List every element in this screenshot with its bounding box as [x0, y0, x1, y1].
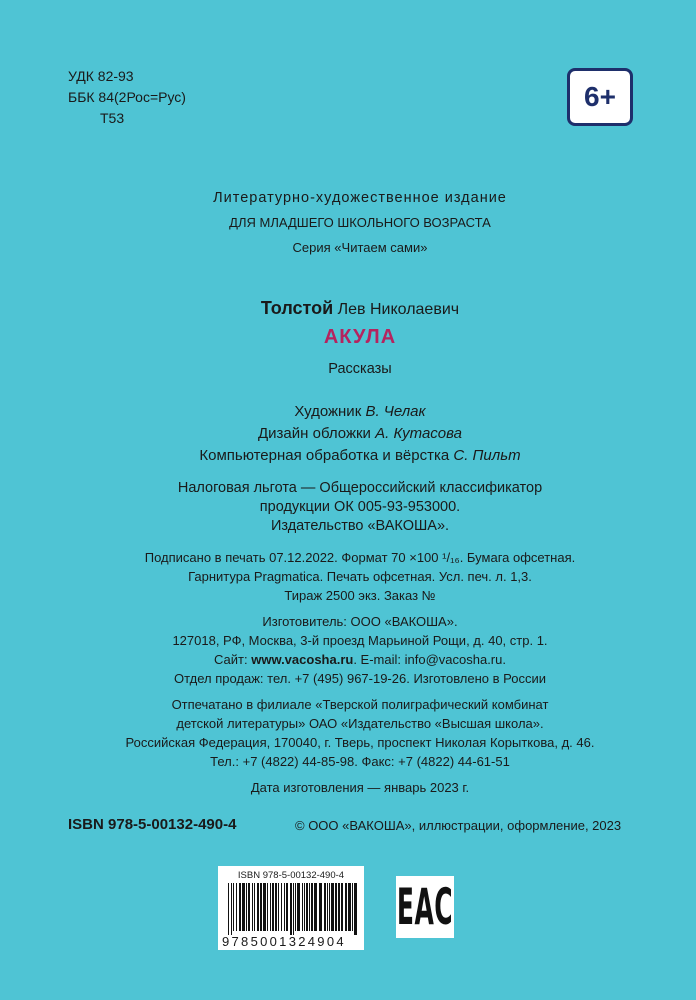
maker-sales: Отдел продаж: тел. +7 (495) 967-19-26. Изготовлено в России — [173, 671, 547, 686]
credit-cover-design — [0, 425, 696, 442]
barcode-bar — [329, 883, 330, 931]
barcode-bar — [302, 883, 303, 931]
print-line: Тираж 2500 экз. Заказ № — [284, 588, 436, 603]
bbk-code: ББК 84(2Рос=Рус) — [68, 89, 186, 105]
edition-type: Литературно-художественное издание — [213, 190, 507, 206]
barcode-bar — [233, 883, 234, 931]
credit-name: С. Пильт — [453, 447, 521, 464]
barcode-bars — [228, 883, 358, 935]
barcode-bar — [246, 883, 247, 931]
credit-name: А. Кутасова — [375, 425, 462, 442]
barcode-bar — [293, 883, 294, 935]
copyright: © ООО «ВАКОША», иллюстрации, оформление, 2023 — [295, 818, 622, 833]
edition-series: Серия «Читаем сами» — [292, 240, 428, 255]
barcode-bar — [314, 883, 317, 931]
tax-line: Налоговая льгота — Общероссийский классификатор — [177, 480, 543, 496]
barcode-bar — [341, 883, 343, 931]
maker-address: 127018, РФ, Москва, 3-й проезд Марьиной Рощи, д. 40, стр. 1. — [172, 633, 548, 648]
barcode-bar — [290, 883, 292, 935]
barcode-bar — [284, 883, 285, 931]
barcode-bar — [231, 883, 232, 935]
barcode-bar — [267, 883, 268, 931]
book-genre: Рассказы — [328, 361, 392, 377]
barcode-bar — [254, 883, 255, 931]
credit-layout — [0, 447, 696, 464]
barcode-bar — [228, 883, 229, 935]
isbn: ISBN 978-5-00132-490-4 — [68, 816, 237, 833]
barcode-bar — [348, 883, 351, 931]
site-link[interactable]: www.vacosha.ru — [251, 652, 354, 667]
printer-line: Тел.: +7 (4822) 44-85-98. Факс: +7 (4822) 44-61-51 — [210, 754, 510, 769]
barcode-bar — [286, 883, 288, 931]
print-line: Гарнитура Pragmatica. Печать офсетная. Усл. печ. л. 1,3. — [188, 569, 532, 584]
maker-line: Изготовитель: ООО «ВАКОША». — [262, 614, 458, 629]
barcode-digits: 9785001324904 — [222, 934, 346, 949]
barcode-bar — [270, 883, 271, 931]
barcode-bar — [304, 883, 305, 931]
udk-code: УДК 82-93 — [68, 68, 134, 84]
eac-mark-icon — [396, 876, 454, 938]
credit-name: В. Челак — [365, 403, 426, 420]
author-surname: Толстой — [260, 298, 334, 318]
author-name: Лев Николаевич — [337, 301, 460, 318]
printer-line: Российская Федерация, 170040, г. Тверь, проспект Николая Корыткова, д. 46. — [125, 735, 595, 750]
barcode-bar — [345, 883, 347, 931]
barcode-bar — [324, 883, 326, 931]
printer-line: детской литературы» ОАО «Издательство «Высшая школа». — [176, 716, 544, 731]
barcode-bar — [263, 883, 266, 931]
author — [0, 298, 696, 319]
barcode-bar — [311, 883, 313, 931]
credit-illustrator — [0, 403, 696, 420]
maker-contacts — [0, 652, 696, 667]
barcode-bar — [309, 883, 310, 931]
barcode-bar — [275, 883, 277, 931]
eac-mark-text: EAC — [396, 878, 454, 936]
book-title: АКУЛА — [323, 326, 397, 348]
credit-role: Художник — [294, 403, 362, 420]
barcode-bar — [242, 883, 245, 931]
print-line: Подписано в печать 07.12.2022. Формат 70 ×100 ¹/₁₆. Бумага офсетная. — [144, 550, 576, 565]
barcode-bar — [278, 883, 279, 931]
barcode-bar — [331, 883, 334, 931]
barcode-label: ISBN 978-5-00132-490-4 — [237, 870, 345, 881]
tax-line: Издательство «ВАКОША». — [270, 518, 450, 534]
barcode-bar — [260, 883, 262, 931]
age-rating-badge: 6+ — [567, 68, 633, 126]
barcode-bar — [252, 883, 253, 931]
barcode-bar — [295, 883, 296, 931]
site-label: Сайт: — [214, 652, 252, 667]
author-mark: Т53 — [100, 110, 125, 126]
barcode-bar — [327, 883, 328, 931]
barcode-bar — [319, 883, 322, 931]
barcode-bar — [281, 883, 282, 931]
barcode-bar — [338, 883, 340, 931]
credit-role: Компьютерная обработка и вёрстка — [199, 447, 450, 464]
barcode-bar — [272, 883, 274, 931]
classification-codes — [68, 66, 186, 129]
barcode-bar — [335, 883, 337, 931]
barcode-bar — [352, 883, 353, 931]
barcode-bar — [306, 883, 308, 931]
email: . E-mail: info@vacosha.ru. — [353, 652, 506, 667]
edition-audience: ДЛЯ МЛАДШЕГО ШКОЛЬНОГО ВОЗРАСТА — [229, 215, 491, 230]
isbn-barcode — [218, 866, 364, 950]
barcode-bar — [236, 883, 237, 931]
production-date: Дата изготовления — январь 2023 г. — [250, 780, 470, 795]
printer-line: Отпечатано в филиале «Тверской полиграфический комбинат — [171, 697, 549, 712]
credit-role: Дизайн обложки — [258, 425, 371, 442]
barcode-bar — [257, 883, 259, 931]
barcode-bar — [354, 883, 357, 935]
barcode-bar — [297, 883, 300, 931]
tax-line: продукции ОК 005-93-953000. — [259, 499, 461, 515]
barcode-bar — [239, 883, 241, 931]
barcode-bar — [248, 883, 250, 931]
